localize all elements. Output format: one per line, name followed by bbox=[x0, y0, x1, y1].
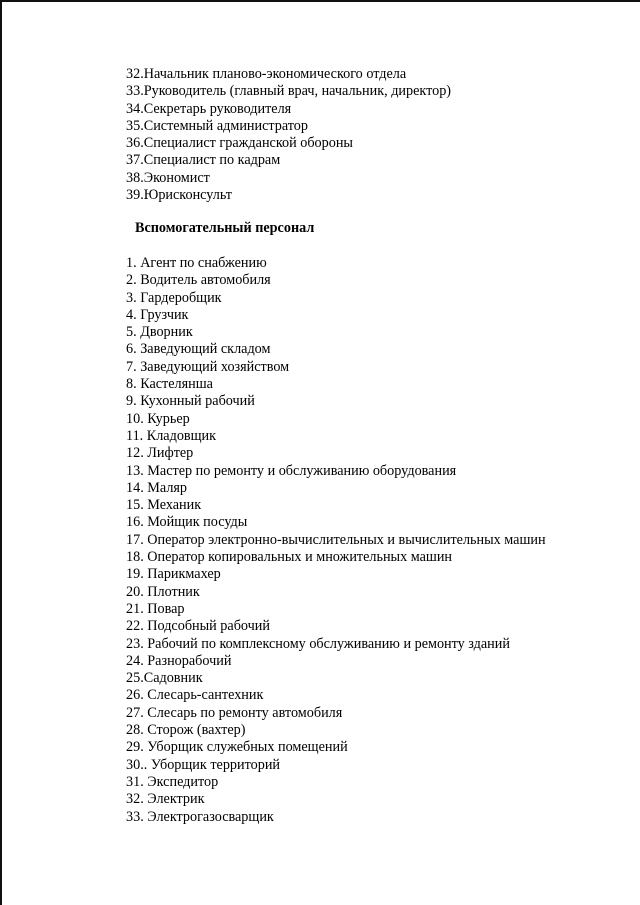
list-item: 2. Водитель автомобиля bbox=[126, 272, 271, 289]
list-item: 36.Специалист гражданской обороны bbox=[126, 135, 353, 152]
list-item: 27. Слесарь по ремонту автомобиля bbox=[126, 704, 343, 721]
scan-border-left bbox=[0, 0, 2, 905]
list-item: 6. Заведующий складом bbox=[126, 341, 271, 358]
list-item: 3. Гардеробщик bbox=[126, 289, 222, 306]
list-item: 32.Начальник планово-экономического отдела bbox=[126, 66, 407, 82]
list-item: 35.Системный администратор bbox=[126, 117, 308, 134]
list-item: 32. Электрик bbox=[126, 791, 205, 808]
list-item: 16. Мойщик посуды bbox=[126, 514, 248, 531]
scan-border-top bbox=[0, 0, 640, 2]
auxiliary-staff-list bbox=[126, 255, 546, 826]
list-item: 38.Экономист bbox=[126, 169, 210, 186]
list-item: 31. Экспедитор bbox=[126, 773, 219, 790]
list-item: 7. Заведующий хозяйством bbox=[126, 358, 290, 375]
list-item: 19. Парикмахер bbox=[126, 566, 221, 583]
list-item: 23. Рабочий по комплексному обслуживанию и ремонту зданий bbox=[126, 635, 510, 652]
list-item: 22. Подсобный рабочий bbox=[126, 618, 270, 635]
list-item: 34.Секретарь руководителя bbox=[126, 100, 292, 117]
list-item: 15. Механик bbox=[126, 497, 202, 514]
list-item: 5. Дворник bbox=[126, 324, 193, 341]
list-item: 20. Плотник bbox=[126, 583, 200, 600]
list-item: 13. Мастер по ремонту и обслуживанию оборудования bbox=[126, 462, 457, 479]
list-item: 26. Слесарь-сантехник bbox=[126, 687, 264, 704]
list-item: 28. Сторож (вахтер) bbox=[126, 722, 246, 739]
list-item: 24. Разнорабочий bbox=[126, 652, 232, 669]
list-item: 4. Грузчик bbox=[126, 306, 189, 323]
list-item: 11. Кладовщик bbox=[126, 427, 217, 444]
list-item: 30.. Уборщик территорий bbox=[126, 756, 281, 773]
list-item: 8. Кастелянша bbox=[126, 376, 213, 393]
list-item: 14. Маляр bbox=[126, 479, 188, 496]
list-item: 21. Повар bbox=[126, 600, 185, 617]
list-item: 18. Оператор копировальных и множительных машин bbox=[126, 549, 453, 566]
list-item: 29. Уборщик служебных помещений bbox=[126, 739, 348, 756]
list-item: 33. Электрогазосварщик bbox=[126, 808, 274, 825]
list-item: 25.Садовник bbox=[126, 670, 203, 687]
list-item: 33.Руководитель (главный врач, начальник, директор) bbox=[126, 83, 452, 100]
section-heading: Вспомогательный персонал bbox=[135, 220, 315, 236]
list-item: 9. Кухонный рабочий bbox=[126, 393, 255, 410]
management-positions-list bbox=[126, 66, 451, 204]
list-item: 17. Оператор электронно-вычислительных и вычислительных машин bbox=[126, 531, 546, 548]
list-item: 39.Юрисконсульт bbox=[126, 187, 232, 204]
list-item: 10. Курьер bbox=[126, 410, 190, 427]
list-item: 12. Лифтер bbox=[126, 445, 194, 462]
list-item: 37.Специалист по кадрам bbox=[126, 152, 281, 169]
list-item: 1. Агент по снабжению bbox=[126, 255, 267, 271]
